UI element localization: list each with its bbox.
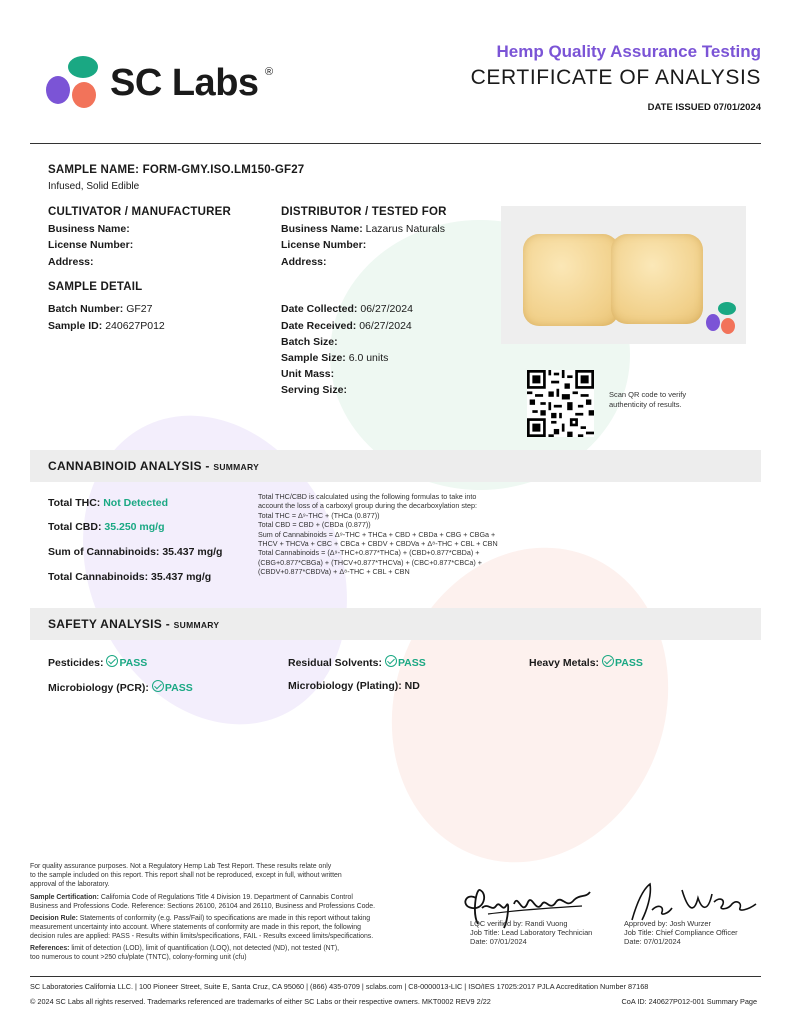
- microbiology-plating-result: [288, 680, 420, 692]
- heavy-metals-result: [529, 655, 643, 669]
- photo-logo-green: [718, 302, 736, 315]
- sig2-date: Date: 07/01/2024: [624, 937, 681, 946]
- formula-line: THCV + THCVa + CBC + CBCa + CBDV + CBDVa + Δ⁸-THC + CBL + CBN: [258, 539, 498, 549]
- batch-number-value: GF27: [126, 303, 153, 315]
- formula-line: (CBG+0.877*CBGa) + (THCV+0.877*THCVa) + (CBC+0.877*CBCa) +: [258, 557, 482, 567]
- sample-id-label: Sample ID:: [48, 320, 103, 332]
- total-cannabinoids: Total Cannabinoids: 35.437 mg/g: [48, 571, 212, 583]
- sample-certification: [30, 893, 430, 911]
- sample-detail-heading: SAMPLE DETAIL: [48, 281, 143, 293]
- total-cbd: [48, 521, 165, 533]
- coa-id: CoA ID: 240627P012-001 Summary Page: [621, 997, 757, 1006]
- sample-id: [48, 320, 165, 332]
- solvents-label: Residual Solvents:: [288, 657, 382, 669]
- pesticides-value: PASS: [119, 657, 148, 669]
- distributor-business: [281, 223, 445, 235]
- qr-caption-line-1: Scan QR code to verify: [609, 390, 687, 399]
- distributor-address-label: Address:: [281, 256, 327, 268]
- brand-name: SC Labs: [110, 62, 259, 104]
- disclaimer: [30, 862, 430, 889]
- safety-section-header: [30, 608, 761, 640]
- date-received-value: 06/27/2024: [359, 320, 412, 332]
- total-cbd-value: 35.250 mg/g: [104, 521, 165, 533]
- sum-of-cannabinoids: Sum of Cannabinoids: 35.437 mg/g: [48, 546, 223, 558]
- references: [30, 944, 430, 962]
- header-divider: [30, 143, 761, 144]
- signature-block-1: [470, 919, 592, 946]
- sig2-approved: Approved by: Josh Wurzer: [624, 919, 711, 928]
- formula-line: (CBDV+0.877*CBDVa) + Δ⁸-THC + CBL + CBN: [258, 567, 410, 577]
- pcr-label: Microbiology (PCR):: [48, 682, 149, 694]
- safety-heading: [48, 617, 219, 631]
- date-collected: [281, 303, 413, 315]
- cert-line: California Code of Regulations Title 4 Division 19. Department of Cannabis Control: [98, 894, 353, 901]
- batch-number-label: Batch Number:: [48, 303, 124, 315]
- solvents-value: PASS: [397, 657, 426, 669]
- pass-check-icon: [106, 655, 118, 667]
- total-cbd-label: Total CBD:: [48, 521, 102, 533]
- sample-id-value: 240627P012: [105, 320, 165, 332]
- report-title: CERTIFICATE OF ANALYSIS: [470, 66, 761, 89]
- batch-number: [48, 303, 152, 315]
- decision-label: Decision Rule:: [30, 915, 78, 922]
- sig1-date: Date: 07/01/2024: [470, 937, 527, 946]
- formula-line: Sum of Cannabinoids = Δ⁹-THC + THCa + CBD + CBDa + CBG + CBGa +: [258, 529, 496, 539]
- signature-block-2: [624, 919, 738, 946]
- cannabinoid-heading: [48, 459, 259, 473]
- sample-name: SAMPLE NAME: FORM-GMY.ISO.LM150-GF27: [48, 164, 305, 176]
- pass-check-icon: [385, 655, 397, 667]
- disclaimer-line: to the sample included on this report. This report shall not be reproduced, except in full, without written: [30, 872, 342, 879]
- cultivator-license-label: License Number:: [48, 239, 134, 251]
- cannabinoid-formula-notes: [258, 492, 558, 577]
- sample-size-value: 6.0 units: [348, 352, 389, 364]
- plating-value: ND: [404, 680, 420, 692]
- qr-code[interactable]: [527, 370, 594, 437]
- photo-logo-orange: [721, 318, 735, 334]
- lab-address-line: SC Laboratories California LLC. | 100 Pioneer Street, Suite E, Santa Cruz, CA 95060 | (866) 435-0709 | sclabs.com | C8-0000013-LIC | ISO/IES 17025:2017 PJLA Accreditation Number 87168: [30, 982, 649, 991]
- formula-line: Total THC/CBD is calculated using the following formulas to take into: [258, 492, 477, 501]
- cannabinoid-heading-small: SUMMARY: [213, 462, 260, 472]
- distributor-business-value: Lazarus Naturals: [365, 223, 445, 235]
- gummy-left: [523, 234, 619, 326]
- total-thc-label: Total THC:: [48, 497, 101, 509]
- formula-line: Total CBD = CBD + (CBDa (0.877)): [258, 520, 371, 530]
- cultivator-business-label: Business Name:: [48, 223, 130, 235]
- cultivator-address-label: Address:: [48, 256, 94, 268]
- sig1-verified: LQC verified by: Randi Vuong: [470, 919, 568, 928]
- brand-registered-mark: ®: [265, 66, 274, 78]
- microbiology-pcr-result: [48, 680, 193, 694]
- cultivator-heading: CULTIVATOR / MANUFACTURER: [48, 206, 232, 218]
- unit-mass-label: Unit Mass:: [281, 368, 335, 380]
- sample-size-label: Sample Size:: [281, 352, 346, 364]
- references-line: limit of detection (LOD), limit of quantification (LOQ), not detected (ND), not tested (NT),: [69, 945, 340, 952]
- metals-label: Heavy Metals:: [529, 657, 600, 669]
- total-thc-value: Not Detected: [103, 497, 168, 509]
- pesticides-result: [48, 655, 147, 669]
- pesticides-label: Pesticides:: [48, 657, 104, 669]
- cert-line: Business and Professions Code. Reference: Sections 26100, 26104 and 26110, Business and Professions Code.: [30, 903, 376, 910]
- qr-caption: [609, 390, 686, 409]
- copyright-line: © 2024 SC Labs all rights reserved. Trademarks referenced are trademarks of either SC Labs or their respective owners. MKT0002 REV9 2/22: [30, 997, 491, 1006]
- formula-line: Total THC = Δ⁹-THC + (THCa (0.877)): [258, 510, 380, 520]
- cannabinoid-heading-text: CANNABINOID ANALYSIS -: [48, 459, 214, 473]
- footer-divider: [30, 976, 761, 977]
- date-issued: DATE ISSUED 07/01/2024: [647, 102, 761, 113]
- decision-line: Statements of conformity (e.g. Pass/Fail) to specifications are made in this report without taking: [77, 915, 371, 922]
- footer-notes: [30, 862, 430, 962]
- distributor-license-label: License Number:: [281, 239, 367, 251]
- date-collected-label: Date Collected:: [281, 303, 358, 315]
- report-subtitle: Hemp Quality Assurance Testing: [496, 42, 761, 61]
- gummy-right: [611, 234, 703, 324]
- logo-green-dot: [68, 56, 98, 78]
- sig1-title: Job Title: Lead Laboratory Technician: [470, 928, 593, 937]
- pass-check-icon: [602, 655, 614, 667]
- disclaimer-line: For quality assurance purposes. Not a Regulatory Hemp Lab Test Report. These results relate only: [30, 863, 332, 870]
- disclaimer-line: approval of the laboratory.: [30, 881, 110, 888]
- decision-rule: [30, 914, 430, 941]
- pcr-value: PASS: [164, 682, 193, 694]
- qr-caption-line-2: authenticity of results.: [609, 399, 682, 409]
- logo-orange-dot: [72, 82, 96, 108]
- pass-check-icon: [152, 680, 164, 692]
- decision-line: measurement uncertainty into account. Where statements of conformity are made in this report, the following: [30, 924, 361, 931]
- residual-solvents-result: [288, 655, 426, 669]
- safety-heading-text: SAFETY ANALYSIS -: [48, 617, 174, 631]
- references-line: too numerous to count >250 cfu/plate (TNTC), colony-forming unit (cfu): [30, 954, 247, 961]
- sample-size: [281, 352, 388, 364]
- metals-value: PASS: [615, 657, 643, 669]
- sample-type: Infused, Solid Edible: [48, 181, 140, 192]
- plating-label: Microbiology (Plating):: [288, 680, 402, 692]
- date-received: [281, 320, 412, 332]
- formula-line: account the loss of a carboxyl group during the decarboxylation step:: [258, 501, 477, 511]
- serving-size-label: Serving Size:: [281, 384, 347, 396]
- references-label: References:: [30, 945, 70, 952]
- distributor-business-label: Business Name:: [281, 223, 363, 235]
- photo-logo-purple: [706, 314, 720, 331]
- sample-photo: [501, 206, 746, 344]
- distributor-heading: DISTRIBUTOR / TESTED FOR: [281, 206, 447, 218]
- safety-heading-small: SUMMARY: [173, 620, 220, 630]
- batch-size-label: Batch Size:: [281, 336, 338, 348]
- decision-line: decision rules are applied: PASS - Results within limits/specifications, FAIL - Results exceed limits/specifications.: [30, 933, 374, 940]
- cert-label: Sample Certification:: [30, 894, 99, 901]
- date-collected-value: 06/27/2024: [360, 303, 413, 315]
- sc-labs-logo: [46, 56, 286, 116]
- formula-line: Total Cannabinoids = (Δ⁹-THC+0.877*THCa) + (CBD+0.877*CBDa) +: [258, 548, 480, 558]
- total-thc: [48, 497, 168, 509]
- cannabinoid-section-header: [30, 450, 761, 482]
- logo-purple-dot: [46, 76, 70, 104]
- sig2-title: Job Title: Chief Compliance Officer: [624, 928, 738, 937]
- date-received-label: Date Received:: [281, 320, 357, 332]
